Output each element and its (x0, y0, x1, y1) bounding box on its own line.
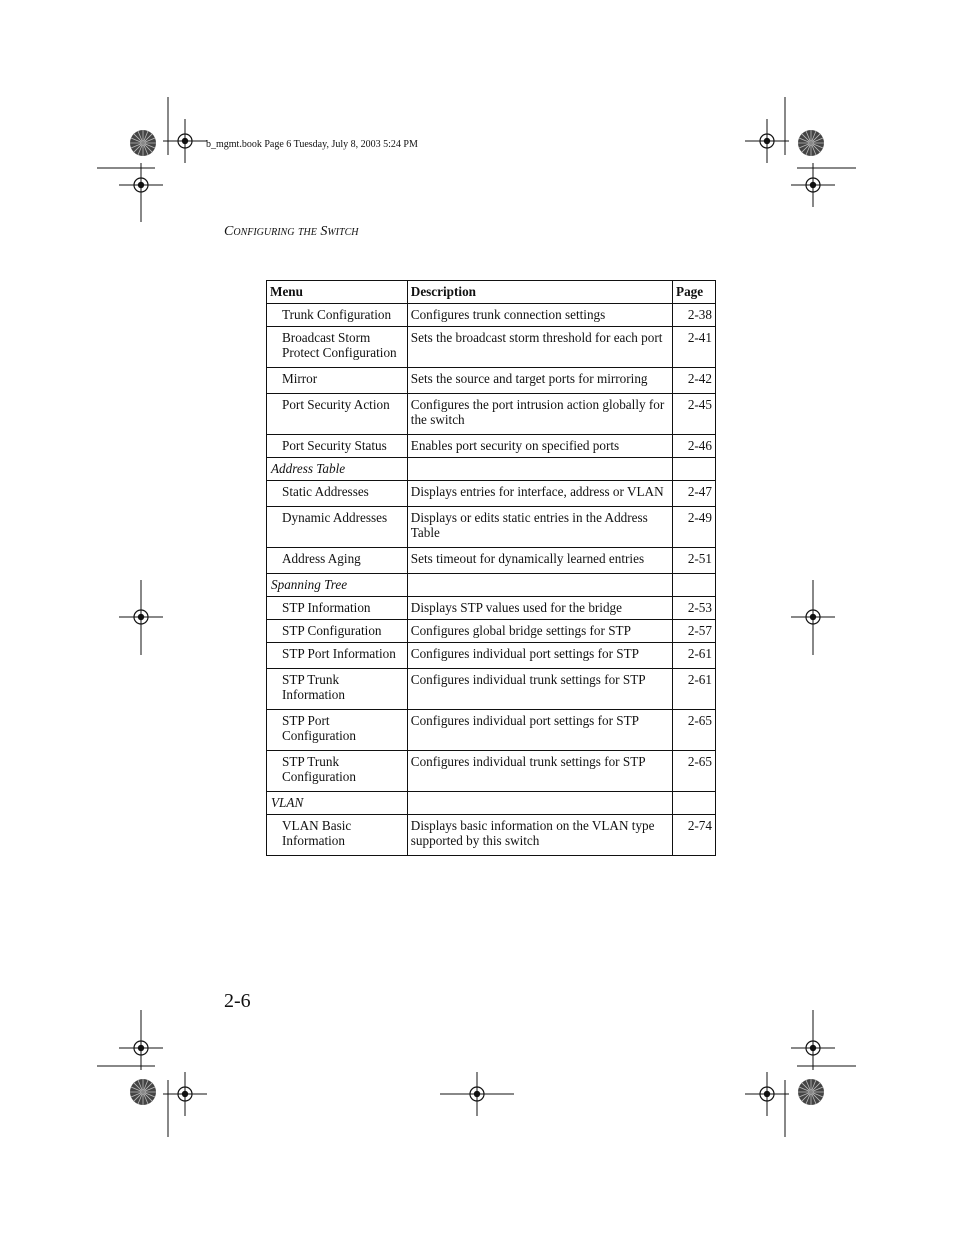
table-row (267, 548, 716, 574)
menu-cell: Dynamic Addresses (267, 507, 408, 548)
empty-cell (407, 792, 672, 815)
description-cell: Displays or edits static entries in the Address Table (407, 507, 672, 548)
registration-target-icon (163, 119, 207, 163)
page-cell: 2-61 (673, 669, 716, 710)
section-title: Spanning Tree (267, 574, 408, 597)
table-section-row (267, 458, 716, 481)
menu-cell: STP Port Information (267, 643, 408, 669)
page-cell: 2-49 (673, 507, 716, 548)
description-cell: Sets the source and target ports for mirroring (407, 368, 672, 394)
section-title: Address Table (267, 458, 408, 481)
page-cell: 2-57 (673, 620, 716, 643)
table-row (267, 751, 716, 792)
table-section-row (267, 574, 716, 597)
page-cell: 2-42 (673, 368, 716, 394)
table-row (267, 669, 716, 710)
page-cell: 2-41 (673, 327, 716, 368)
page-cell: 2-46 (673, 435, 716, 458)
column-header-menu: Menu (267, 281, 408, 304)
description-cell: Configures the port intrusion action globally for the switch (407, 394, 672, 435)
menu-cell: STP Port Configuration (267, 710, 408, 751)
description-cell: Sets the broadcast storm threshold for each port (407, 327, 672, 368)
table-row (267, 394, 716, 435)
page-cell: 2-47 (673, 481, 716, 507)
table-section-row (267, 792, 716, 815)
table-body (267, 304, 716, 856)
section-title: VLAN (267, 792, 408, 815)
description-cell: Configures trunk connection settings (407, 304, 672, 327)
description-cell: Configures individual port settings for STP (407, 643, 672, 669)
registration-star-icon (798, 130, 824, 156)
empty-cell (407, 574, 672, 597)
registration-target-icon (745, 119, 789, 163)
menu-cell: Address Aging (267, 548, 408, 574)
menu-cell: STP Trunk Configuration (267, 751, 408, 792)
menu-cell: Mirror (267, 368, 408, 394)
page-cell: 2-74 (673, 815, 716, 856)
registration-target-icon (163, 1072, 207, 1116)
running-head (224, 224, 358, 240)
registration-target-icon (745, 1072, 789, 1116)
page-cell: 2-51 (673, 548, 716, 574)
page-cell: 2-53 (673, 597, 716, 620)
empty-cell (673, 792, 716, 815)
menu-cell: Trunk Configuration (267, 304, 408, 327)
table-row (267, 327, 716, 368)
description-cell: Enables port security on specified ports (407, 435, 672, 458)
page-cell: 2-38 (673, 304, 716, 327)
print-header-info: b_mgmt.book Page 6 Tuesday, July 8, 2003 5:24 PM (206, 139, 418, 150)
registration-star-icon (798, 1079, 824, 1105)
page-cell: 2-61 (673, 643, 716, 669)
menu-cell: STP Information (267, 597, 408, 620)
page-cell: 2-65 (673, 751, 716, 792)
page-cell: 2-45 (673, 394, 716, 435)
menu-cell: Port Security Status (267, 435, 408, 458)
menu-cell: Port Security Action (267, 394, 408, 435)
menu-cell: VLAN Basic Information (267, 815, 408, 856)
table-row (267, 481, 716, 507)
registration-star-icon (130, 130, 156, 156)
table-row (267, 597, 716, 620)
page-cell: 2-65 (673, 710, 716, 751)
running-head-text: onfiguring the (233, 224, 321, 239)
description-cell: Configures global bridge settings for STP (407, 620, 672, 643)
menu-cell: STP Trunk Information (267, 669, 408, 710)
column-header-description: Description (407, 281, 672, 304)
registration-target-icon (791, 163, 835, 207)
table-row (267, 435, 716, 458)
menu-cell: Static Addresses (267, 481, 408, 507)
table-row (267, 507, 716, 548)
running-head-initial: S (320, 224, 328, 239)
description-cell: Displays entries for interface, address or VLAN (407, 481, 672, 507)
description-cell: Sets timeout for dynamically learned entries (407, 548, 672, 574)
menu-cell: Broadcast Storm Protect Configuration (267, 327, 408, 368)
description-cell: Configures individual port settings for STP (407, 710, 672, 751)
empty-cell (673, 574, 716, 597)
table-row (267, 643, 716, 669)
registration-star-icon (130, 1079, 156, 1105)
table-row (267, 368, 716, 394)
description-cell: Configures individual trunk settings for STP (407, 751, 672, 792)
menu-reference-table (266, 280, 716, 856)
empty-cell (673, 458, 716, 481)
column-header-page: Page (673, 281, 716, 304)
description-cell: Configures individual trunk settings for STP (407, 669, 672, 710)
empty-cell (407, 458, 672, 481)
table-row (267, 620, 716, 643)
menu-cell: STP Configuration (267, 620, 408, 643)
table-header-row (267, 281, 716, 304)
running-head-text: witch (327, 224, 359, 239)
table-row (267, 710, 716, 751)
running-head-initial: C (224, 224, 234, 239)
description-cell: Displays basic information on the VLAN type supported by this switch (407, 815, 672, 856)
table-row (267, 815, 716, 856)
table-row (267, 304, 716, 327)
description-cell: Displays STP values used for the bridge (407, 597, 672, 620)
page-number: 2-6 (224, 990, 251, 1012)
